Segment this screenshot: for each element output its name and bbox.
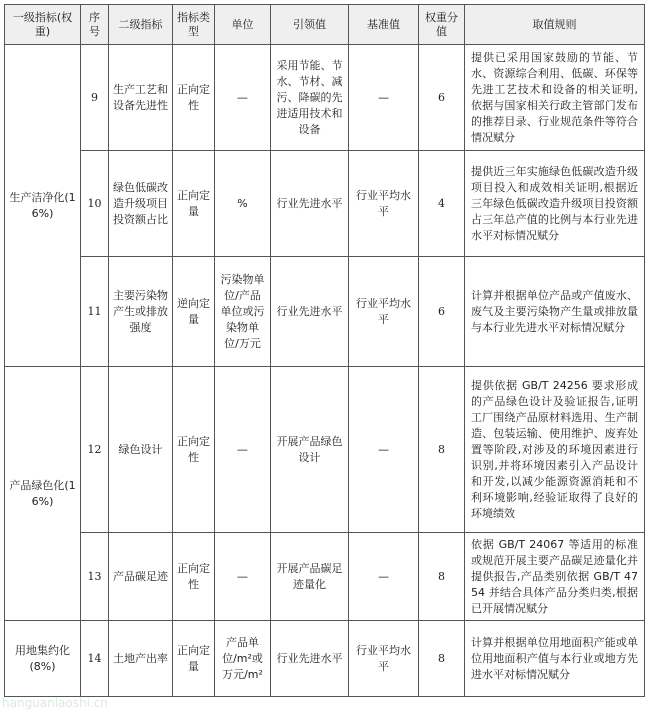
weight-cell: 6	[419, 257, 465, 367]
rule-cell: 依据 GB/T 24067 等适用的标准或规范开展主要产品碳足迹量化并提供报告,产品类别依据 GB/T 4754 并结合具体产品分类归类,根据已开展情况赋分	[465, 533, 645, 621]
guide-cell: 行业先进水平	[271, 621, 349, 697]
unit-cell: %	[215, 151, 271, 257]
type-cell: 正向定性	[173, 45, 215, 151]
header-seq: 序号	[81, 5, 109, 45]
level2-cell: 产品碳足迹	[109, 533, 173, 621]
rule-cell: 提供已采用国家鼓励的节能、节水、资源综合利用、低碳、环保等先进工艺技术和设备的相关证明,依据与国家相关行政主管部门发布的推荐目录、行业规范条件等符合情况赋分	[465, 45, 645, 151]
rule-cell: 提供依据 GB/T 24256 要求形成的产品绿色设计及验证报告,证明工厂围绕产品原材料选用、生产制造、包装运输、使用维护、废弃处置等阶段,对涉及的环境因素进行识别,并将环境因素引入产品设计和开发,以减少能源资源消耗和不利环境影响,经验证取得了良好的环境绩效	[465, 367, 645, 533]
table-row	[5, 367, 645, 533]
level2-cell: 土地产出率	[109, 621, 173, 697]
header-base: 基准值	[349, 5, 419, 45]
base-cell: 行业平均水平	[349, 257, 419, 367]
header-level1: 一级指标(权重)	[5, 5, 81, 45]
weight-cell: 4	[419, 151, 465, 257]
weight-cell: 8	[419, 621, 465, 697]
table-row	[5, 45, 645, 151]
guide-cell: 开展产品绿色设计	[271, 367, 349, 533]
table-row	[5, 257, 645, 367]
seq-cell: 9	[81, 45, 109, 151]
base-cell: —	[349, 367, 419, 533]
table-row	[5, 621, 645, 697]
type-cell: 正向定性	[173, 533, 215, 621]
type-cell: 正向定量	[173, 151, 215, 257]
header-unit: 单位	[215, 5, 271, 45]
unit-cell: 污染物单位/产品单位或污染物单位/万元	[215, 257, 271, 367]
header-weight: 权重分值	[419, 5, 465, 45]
seq-cell: 12	[81, 367, 109, 533]
level2-cell: 生产工艺和设备先进性	[109, 45, 173, 151]
type-cell: 正向定量	[173, 621, 215, 697]
header-level2: 二级指标	[109, 5, 173, 45]
guide-cell: 采用节能、节水、节材、减污、降碳的先进适用技术和设备	[271, 45, 349, 151]
guide-cell: 行业先进水平	[271, 151, 349, 257]
unit-cell: —	[215, 45, 271, 151]
seq-cell: 13	[81, 533, 109, 621]
level2-cell: 绿色设计	[109, 367, 173, 533]
unit-cell: —	[215, 533, 271, 621]
base-cell: —	[349, 45, 419, 151]
header-type: 指标类型	[173, 5, 215, 45]
level2-cell: 绿色低碳改造升级项目投资额占比	[109, 151, 173, 257]
group-cell: 用地集约化(8%)	[5, 621, 81, 697]
base-cell: 行业平均水平	[349, 151, 419, 257]
header-rule: 取值规则	[465, 5, 645, 45]
group-cell: 产品绿色化(16%)	[5, 367, 81, 621]
table-row	[5, 151, 645, 257]
type-cell: 正向定性	[173, 367, 215, 533]
header-row	[5, 5, 645, 45]
unit-cell: —	[215, 367, 271, 533]
watermark: hanguanlaoshi.cn	[2, 696, 108, 710]
weight-cell: 8	[419, 533, 465, 621]
base-cell: 行业平均水平	[349, 621, 419, 697]
indicator-table	[4, 4, 645, 697]
rule-cell: 计算并根据单位用地面积产能或单位用地面积产值与本行业或地方先进水平对标情况赋分	[465, 621, 645, 697]
header-guide: 引领值	[271, 5, 349, 45]
base-cell: —	[349, 533, 419, 621]
weight-cell: 6	[419, 45, 465, 151]
guide-cell: 行业先进水平	[271, 257, 349, 367]
level2-cell: 主要污染物产生或排放强度	[109, 257, 173, 367]
type-cell: 逆向定量	[173, 257, 215, 367]
rule-cell: 提供近三年实施绿色低碳改造升级项目投入和成效相关证明,根据近三年绿色低碳改造升级项目投资额占三年总产值的比例与本行业先进水平对标情况赋分	[465, 151, 645, 257]
group-cell: 生产洁净化(16%)	[5, 45, 81, 367]
unit-cell: 产品单位/m²或万元/m²	[215, 621, 271, 697]
seq-cell: 10	[81, 151, 109, 257]
rule-cell: 计算并根据单位产品或产值废水、废气及主要污染物产生量或排放量与本行业先进水平对标情况赋分	[465, 257, 645, 367]
guide-cell: 开展产品碳足迹量化	[271, 533, 349, 621]
seq-cell: 11	[81, 257, 109, 367]
seq-cell: 14	[81, 621, 109, 697]
table-row	[5, 533, 645, 621]
weight-cell: 8	[419, 367, 465, 533]
